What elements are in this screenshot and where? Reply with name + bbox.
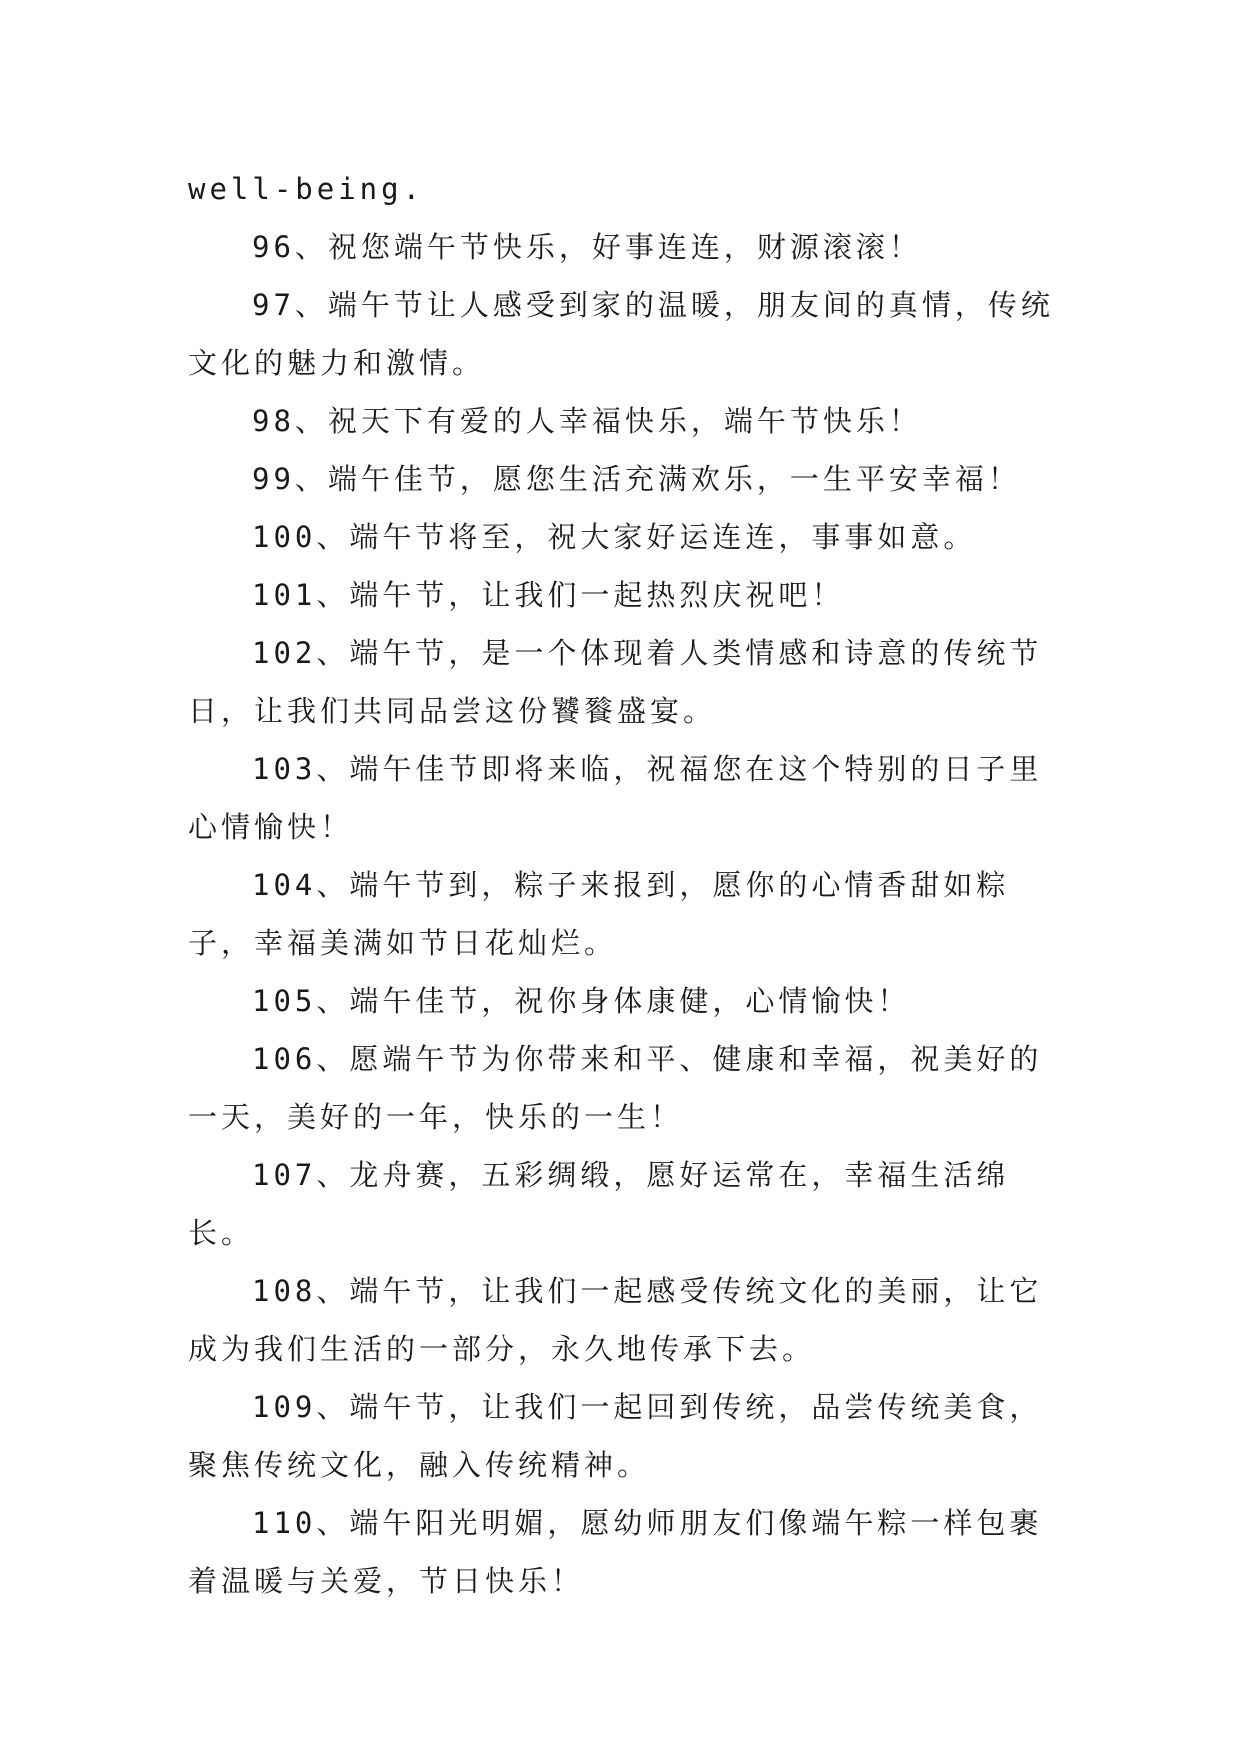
greeting-96: 96、祝您端午节快乐，好事连连，财源滚滚！	[252, 230, 922, 264]
greeting-109: 109、端午节，让我们一起回到传统，品尝传统美食，聚焦传统文化，融入传统精神。	[188, 1390, 1043, 1482]
greeting-108: 108、端午节，让我们一起感受传统文化的美丽，让它成为我们生活的一部分，永久地传承下去。	[188, 1274, 1043, 1366]
greeting-107: 107、龙舟赛，五彩绸缎，愿好运常在，幸福生活绵长。	[188, 1158, 1010, 1250]
greeting-99: 99、端午佳节，愿您生活充满欢乐，一生平安幸福！	[252, 462, 1021, 496]
greeting-106: 106、愿端午节为你带来和平、健康和幸福，祝美好的一天，美好的一年，快乐的一生！	[188, 1042, 1043, 1134]
greeting-101: 101、端午节，让我们一起热烈庆祝吧！	[252, 578, 845, 612]
continuation-text: well-being.	[188, 172, 425, 206]
greeting-104: 104、端午节到，粽子来报到，愿你的心情香甜如粽子，幸福美满如节日花灿烂。	[188, 868, 1010, 960]
greeting-102: 102、端午节，是一个体现着人类情感和诗意的传统节日，让我们共同品尝这份饕餮盛宴。	[188, 636, 1043, 728]
greeting-100: 100、端午节将至，祝大家好运连连，事事如意。	[252, 520, 977, 554]
document-body	[188, 160, 1058, 1610]
greeting-110: 110、端午阳光明媚，愿幼师朋友们像端午粽一样包裹着温暖与关爱，节日快乐！	[188, 1506, 1043, 1598]
greeting-105: 105、端午佳节，祝你身体康健，心情愉快！	[252, 984, 911, 1018]
greeting-103: 103、端午佳节即将来临，祝福您在这个特别的日子里心情愉快！	[188, 752, 1043, 844]
greeting-97: 97、端午节让人感受到家的温暖，朋友间的真情，传统文化的魅力和激情。	[188, 288, 1054, 380]
greeting-98: 98、祝天下有爱的人幸福快乐，端午节快乐！	[252, 404, 922, 438]
